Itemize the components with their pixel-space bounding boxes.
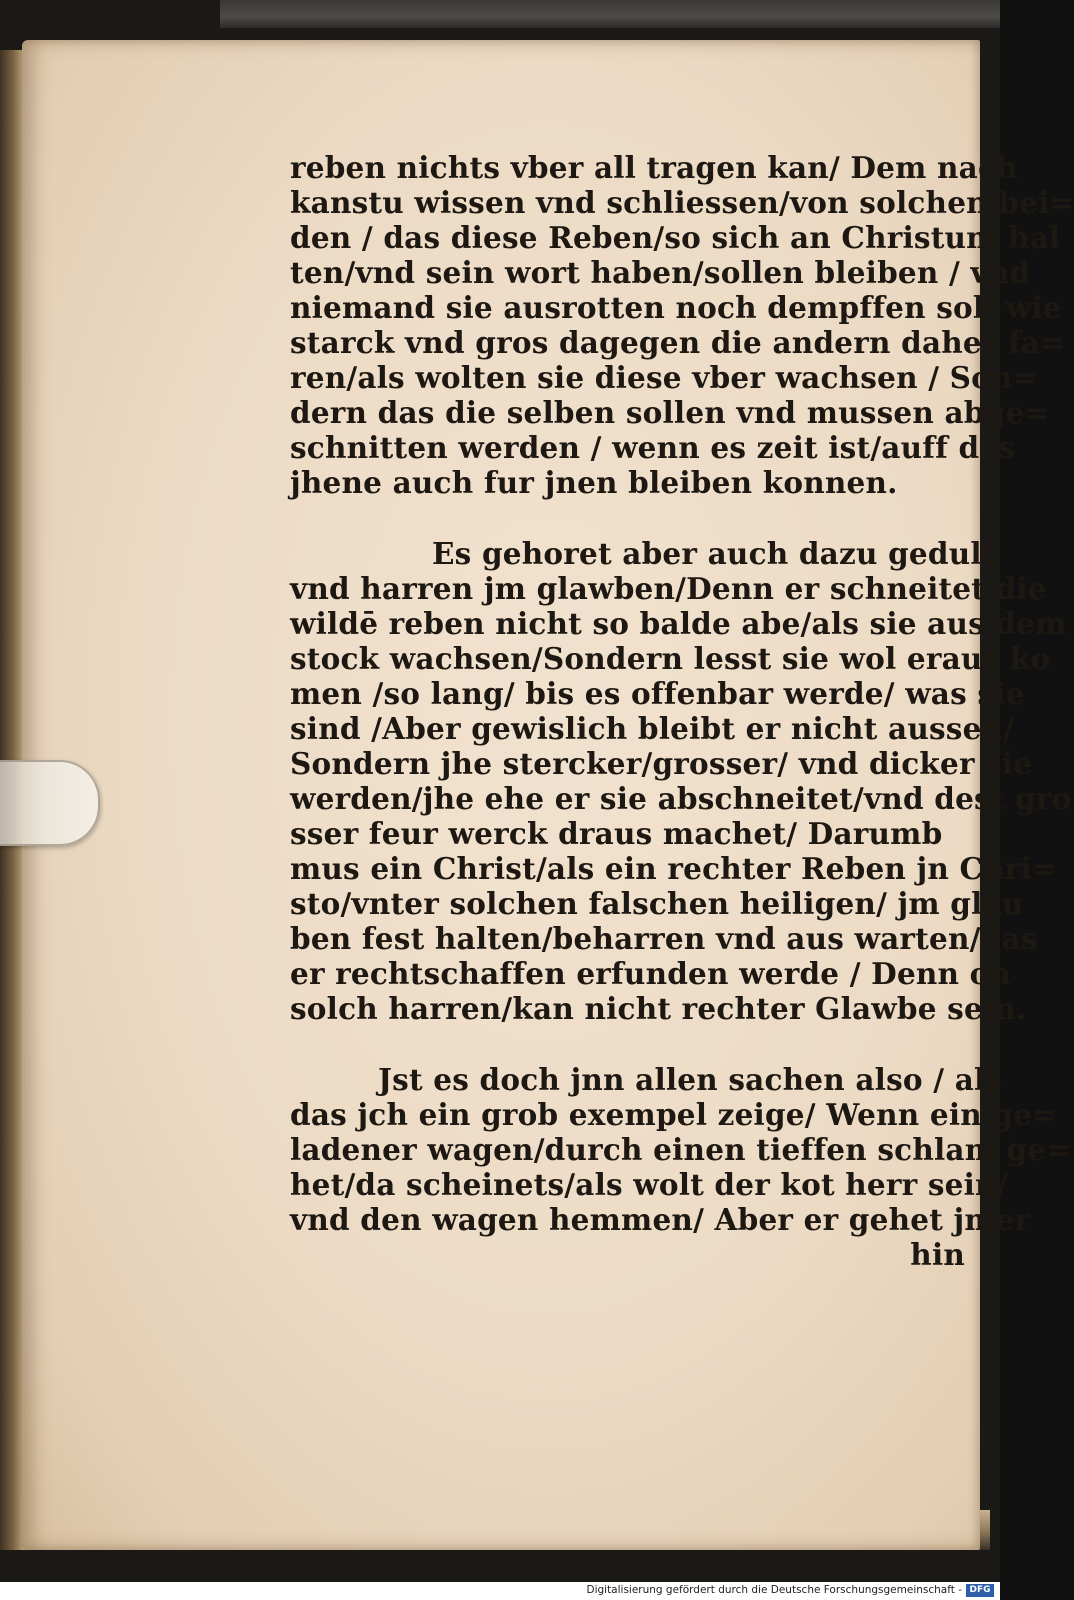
text-line: ben fest halten/beharren vnd aus warten/das	[290, 921, 1038, 956]
text-line: den / das diese Reben/so sich an Christum hal	[290, 220, 1061, 255]
paragraph-2	[290, 536, 1072, 1026]
text-line: das jch ein grob exempel zeige/ Wenn ein ge=	[290, 1097, 1058, 1132]
text-line: dern das die selben sollen vnd mussen abge=	[290, 395, 1050, 430]
text-line: men /so lang/ bis es offenbar werde/ was sie	[290, 676, 1025, 711]
paragraph-1	[290, 150, 1074, 500]
paragraph-gap	[290, 1026, 965, 1062]
text-line: ladener wagen/durch einen tieffen schlam ge=	[290, 1132, 1072, 1167]
page-text	[290, 150, 1074, 1272]
text-line: vnd harren jm glawben/Denn er schneitet die	[290, 571, 1047, 606]
text-line: Jst es doch jnn allen sachen also / als	[378, 1062, 1003, 1097]
funding-notice: Digitalisierung gefördert durch die Deutsche Forschungsgemeinschaft -	[586, 1584, 962, 1596]
text-line: sto/vnter solchen falschen heiligen/ jm glau	[290, 886, 1024, 921]
text-line: niemand sie ausrotten noch dempffen sol/ wie	[290, 290, 1062, 325]
text-line: mus ein Christ/als ein rechter Reben jn Chri=	[290, 851, 1057, 886]
text-line: schnitten werden / wenn es zeit ist/auff das	[290, 430, 1016, 465]
text-line: ren/als wolten sie diese vber wachsen / Son=	[290, 360, 1038, 395]
text-line: starck vnd gros dagegen die andern daher fa=	[290, 325, 1066, 360]
text-line: Es gehoret aber auch dazu gedult	[432, 536, 996, 571]
paragraph-3	[290, 1062, 1072, 1272]
text-line: ten/vnd sein wort haben/sollen bleiben / vnd	[290, 255, 1031, 290]
dfg-logo-icon: DFG	[966, 1584, 994, 1597]
catchword: hin	[910, 1237, 965, 1272]
text-line: werden/jhe ehe er sie abschneitet/vnd dest gro	[290, 781, 1072, 816]
text-line: vnd den wagen hemmen/ Aber er gehet jmer	[290, 1202, 1031, 1237]
text-line: stock wachsen/Sondern lesst sie wol eraus ko	[290, 641, 1051, 676]
top-binding	[220, 0, 1000, 30]
text-line: reben nichts vber all tragen kan/ Dem nach	[290, 150, 1018, 185]
page-clip	[0, 760, 100, 846]
text-line: het/da scheinets/als wolt der kot herr sein/	[290, 1167, 1008, 1202]
text-line: jhene auch fur jnen bleiben konnen.	[290, 465, 898, 500]
text-line: solch harren/kan nicht rechter Glawbe sein.	[290, 991, 1027, 1026]
text-line: er rechtschaffen erfunden werde / Denn on	[290, 956, 1012, 991]
text-line: kanstu wissen vnd schliessen/von solchen bei=	[290, 185, 1074, 220]
text-line: sind /Aber gewislich bleibt er nicht aussen/	[290, 711, 1015, 746]
paragraph-gap	[290, 500, 965, 536]
text-line: sser feur werck draus machet/ Darumb	[290, 816, 943, 851]
text-line: wildē reben nicht so balde abe/als sie aus dem	[290, 606, 1067, 641]
text-line: Sondern jhe stercker/grosser/ vnd dicker sie	[290, 746, 1033, 781]
